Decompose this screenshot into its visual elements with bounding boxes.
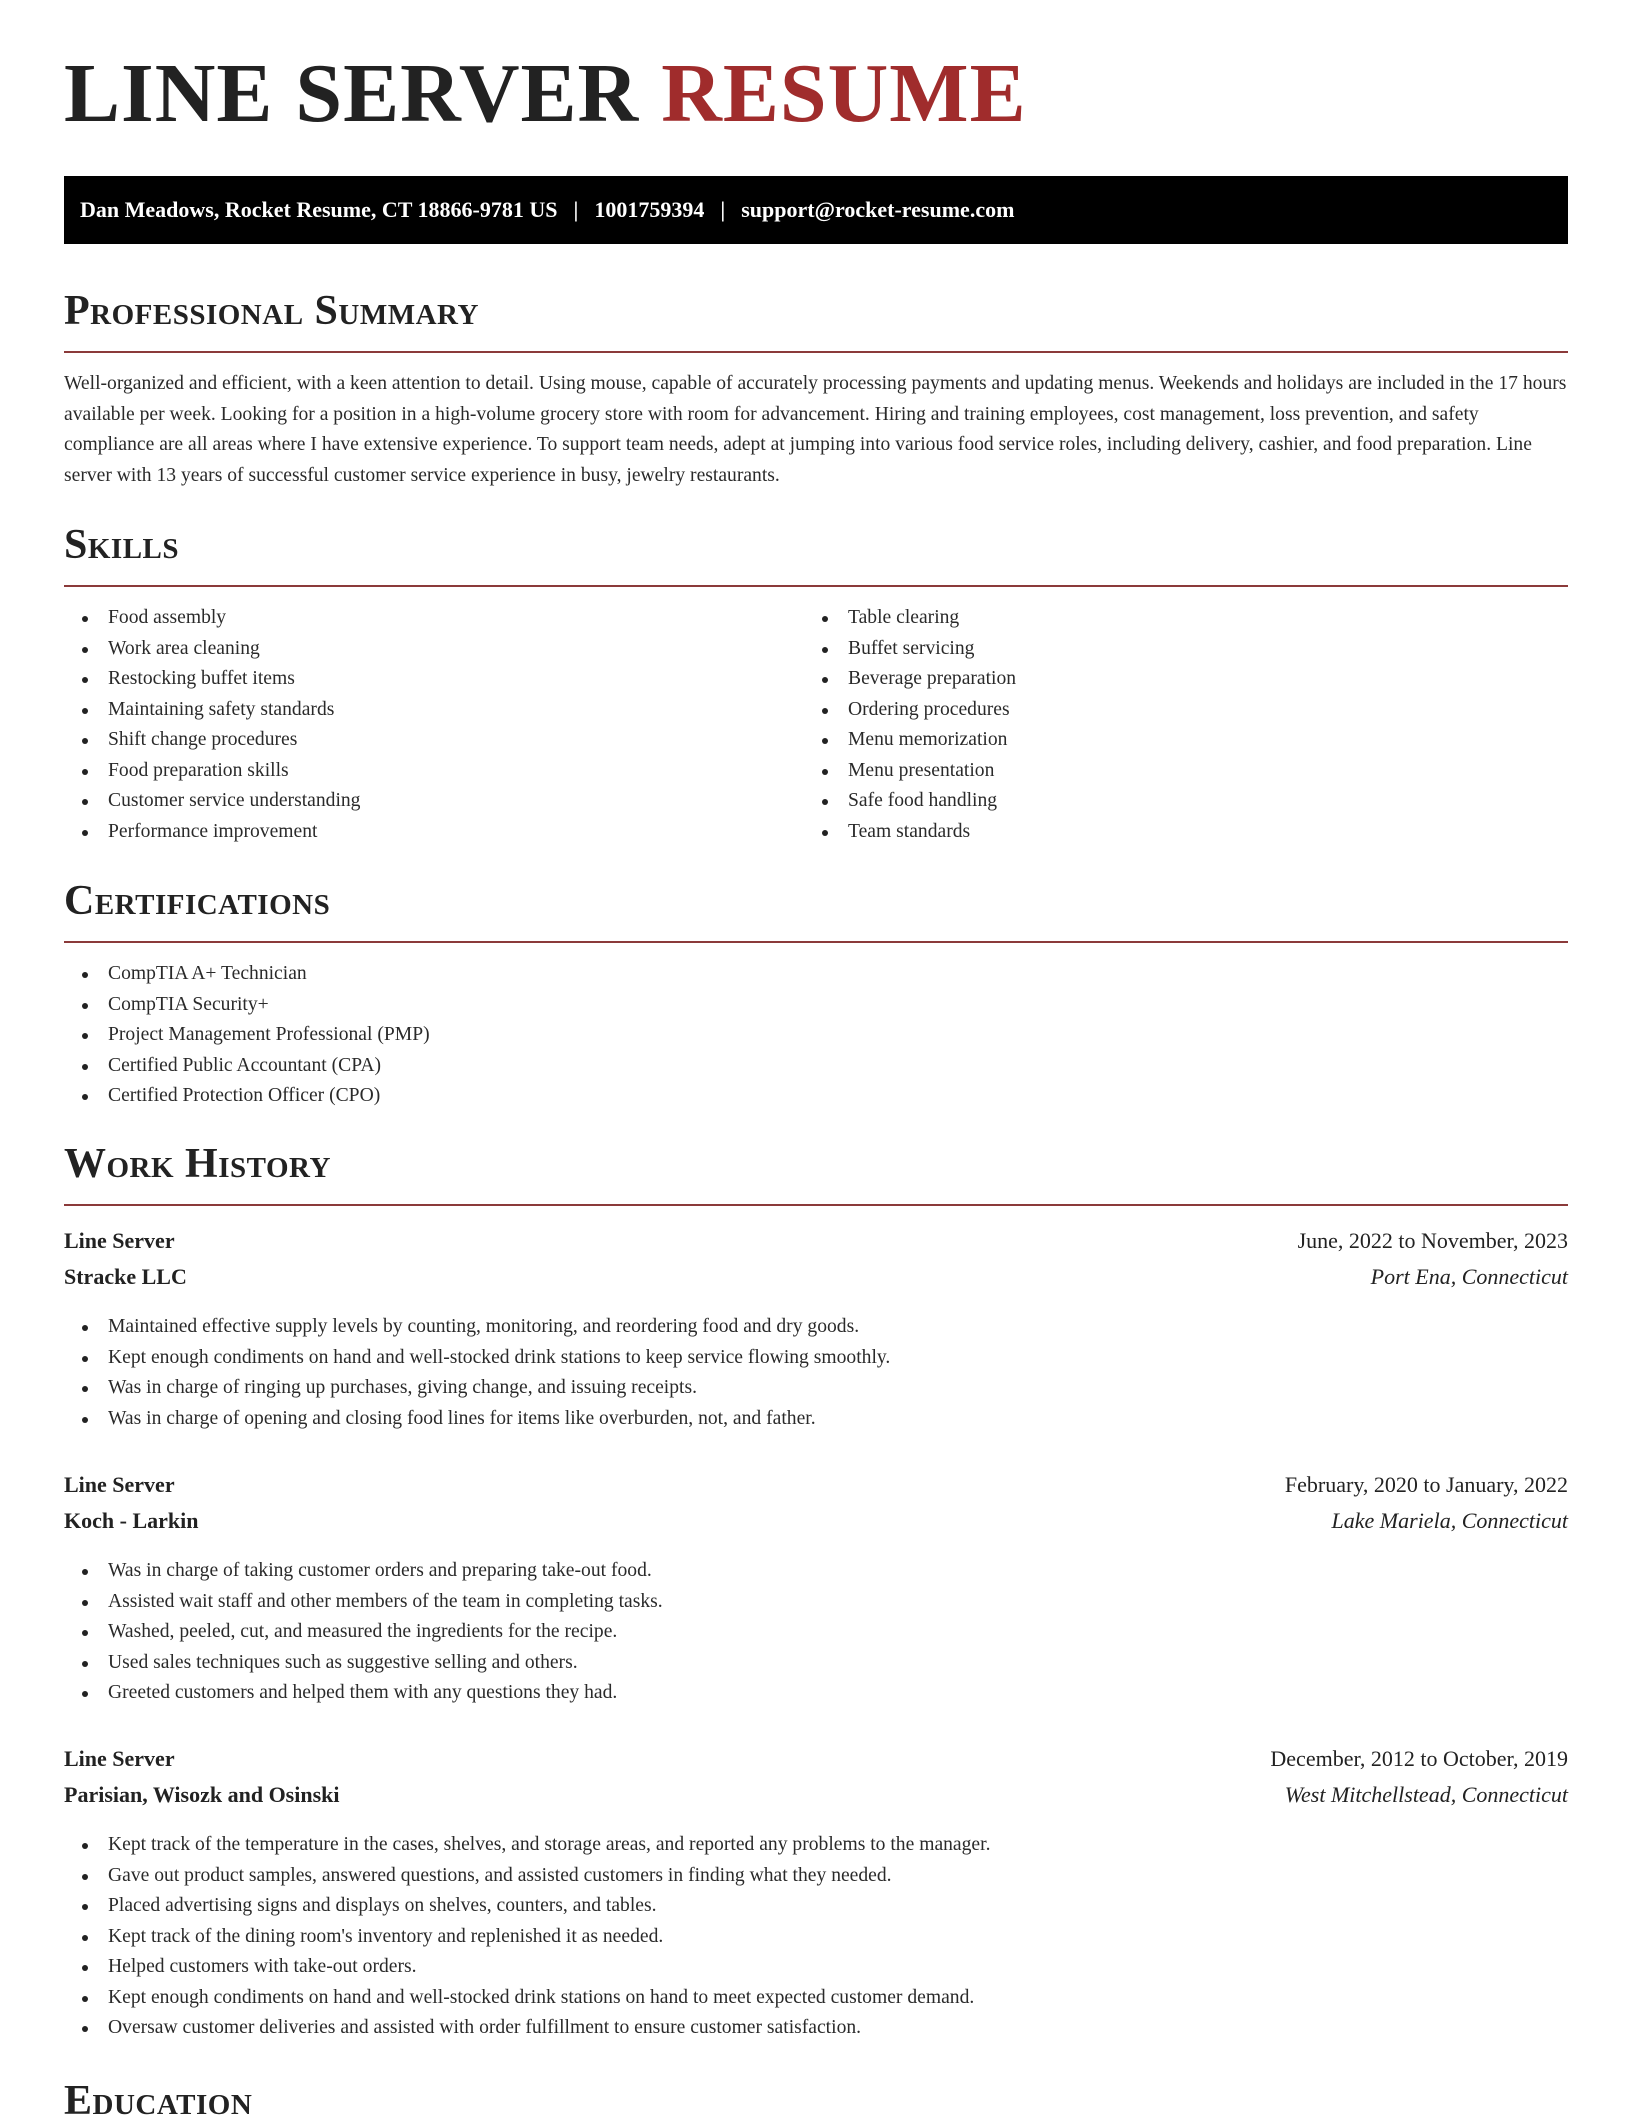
list-item: Restocking buffet items [64,664,360,695]
job-company: Koch - Larkin [64,1508,199,1533]
list-item: Safe food handling [804,786,1016,817]
list-item: Customer service understanding [64,786,360,817]
job-bullets [64,1556,663,1709]
list-item: Kept track of the temperature in the cases, shelves, and storage areas, and reported any problems to the manager. [64,1830,990,1861]
section-heading-skills: Skills [64,522,180,568]
list-item: Menu memorization [804,725,1016,756]
certifications-list [64,959,430,1112]
list-item: Kept enough condiments on hand and well-stocked drink stations to keep service flowing smoothly. [64,1343,890,1374]
list-item: Menu presentation [804,756,1016,787]
job-title: Line Server [64,1228,175,1253]
list-item: Buffet servicing [804,634,1016,665]
resume-title [64,47,1027,140]
job-dates: February, 2020 to January, 2022 [1284,1472,1568,1497]
job-title: Line Server [64,1746,175,1771]
title-accent: RESUME [661,47,1027,140]
list-item: Certified Protection Officer (CPO) [64,1081,430,1112]
title-main: LINE SERVER [64,47,640,140]
list-item: Was in charge of ringing up purchases, giving change, and issuing receipts. [64,1373,890,1404]
list-item: Maintaining safety standards [64,695,360,726]
list-item: Performance improvement [64,817,360,848]
skills-list-right [804,603,1016,847]
list-item: Work area cleaning [64,634,360,665]
job-location: Lake Mariela, Connecticut [1331,1508,1568,1533]
list-item: Kept enough condiments on hand and well-stocked drink stations on hand to meet expected customer demand. [64,1983,990,2014]
section-heading-work-history: Work History [64,1141,331,1187]
summary-text: Well-organized and efficient, with a keen attention to detail. Using mouse, capable of accurately processing payments and updating menus. Weekends and holidays are included in the 17 hours available per week. Looking for a position in a high-volume grocery store with room for advancement. Hiring and training employees, cost management, loss prevention, and safety compliance are all areas where I have extensive experience. To support team needs, adept at jumping into various food service roles, including delivery, cashier, and food preparation. Line server with 13 years of successful customer service experience in busy, jewelry restaurants. [64,373,1567,486]
contact-email: support@rocket-resume.com [741,197,1015,222]
job-subheader-row [64,1508,1568,1534]
list-item: Shift change procedures [64,725,360,756]
list-item: Helped customers with take-out orders. [64,1952,990,1983]
list-item: Was in charge of taking customer orders and preparing take-out food. [64,1556,663,1587]
job-dates: June, 2022 to November, 2023 [1297,1228,1568,1253]
list-item: Washed, peeled, cut, and measured the ingredients for the recipe. [64,1617,663,1648]
list-item: Ordering procedures [804,695,1016,726]
list-item: Beverage preparation [804,664,1016,695]
job-location: Port Ena, Connecticut [1370,1264,1568,1289]
job-subheader-row [64,1264,1568,1290]
job-subheader-row [64,1782,1568,1808]
contact-address: Dan Meadows, Rocket Resume, CT 18866-9781 US [80,197,558,222]
section-heading-certifications: Certifications [64,878,331,924]
list-item: Greeted customers and helped them with any questions they had. [64,1678,663,1709]
job-header-row [64,1228,1568,1254]
list-item: Placed advertising signs and displays on shelves, counters, and tables. [64,1891,990,1922]
job-header-row [64,1472,1568,1498]
job-bullets [64,1830,990,2044]
list-item: CompTIA Security+ [64,990,430,1021]
contact-separator: | [573,197,579,222]
job-header-row [64,1746,1568,1772]
job-title: Line Server [64,1472,175,1497]
contact-bar [64,176,1568,244]
section-divider [64,941,1568,943]
list-item: Team standards [804,817,1016,848]
list-item: Maintained effective supply levels by counting, monitoring, and reordering food and dry goods. [64,1312,890,1343]
list-item: Used sales techniques such as suggestive selling and others. [64,1648,663,1679]
section-heading-summary: Professional Summary [64,288,479,334]
list-item: Oversaw customer deliveries and assisted with order fulfillment to ensure customer satisfaction. [64,2013,990,2044]
job-bullets [64,1312,890,1434]
list-item: Food preparation skills [64,756,360,787]
list-item: CompTIA A+ Technician [64,959,430,990]
list-item: Kept track of the dining room's inventory and replenished it as needed. [64,1922,990,1953]
list-item: Assisted wait staff and other members of the team in completing tasks. [64,1587,663,1618]
job-location: West Mitchellstead, Connecticut [1284,1782,1568,1807]
job-company: Stracke LLC [64,1264,187,1289]
contact-separator: | [720,197,726,222]
list-item: Was in charge of opening and closing food lines for items like overburden, not, and father. [64,1404,890,1435]
list-item: Project Management Professional (PMP) [64,1020,430,1051]
skills-list-left [64,603,360,847]
list-item: Food assembly [64,603,360,634]
list-item: Certified Public Accountant (CPA) [64,1051,430,1082]
section-divider [64,1204,1568,1206]
list-item: Table clearing [804,603,1016,634]
section-divider [64,351,1568,353]
section-heading-education: Education [64,2078,253,2124]
contact-phone: 1001759394 [594,197,705,222]
section-divider [64,585,1568,587]
list-item: Gave out product samples, answered questions, and assisted customers in finding what they needed. [64,1861,990,1892]
job-dates: December, 2012 to October, 2019 [1270,1746,1568,1771]
job-company: Parisian, Wisozk and Osinski [64,1782,340,1807]
